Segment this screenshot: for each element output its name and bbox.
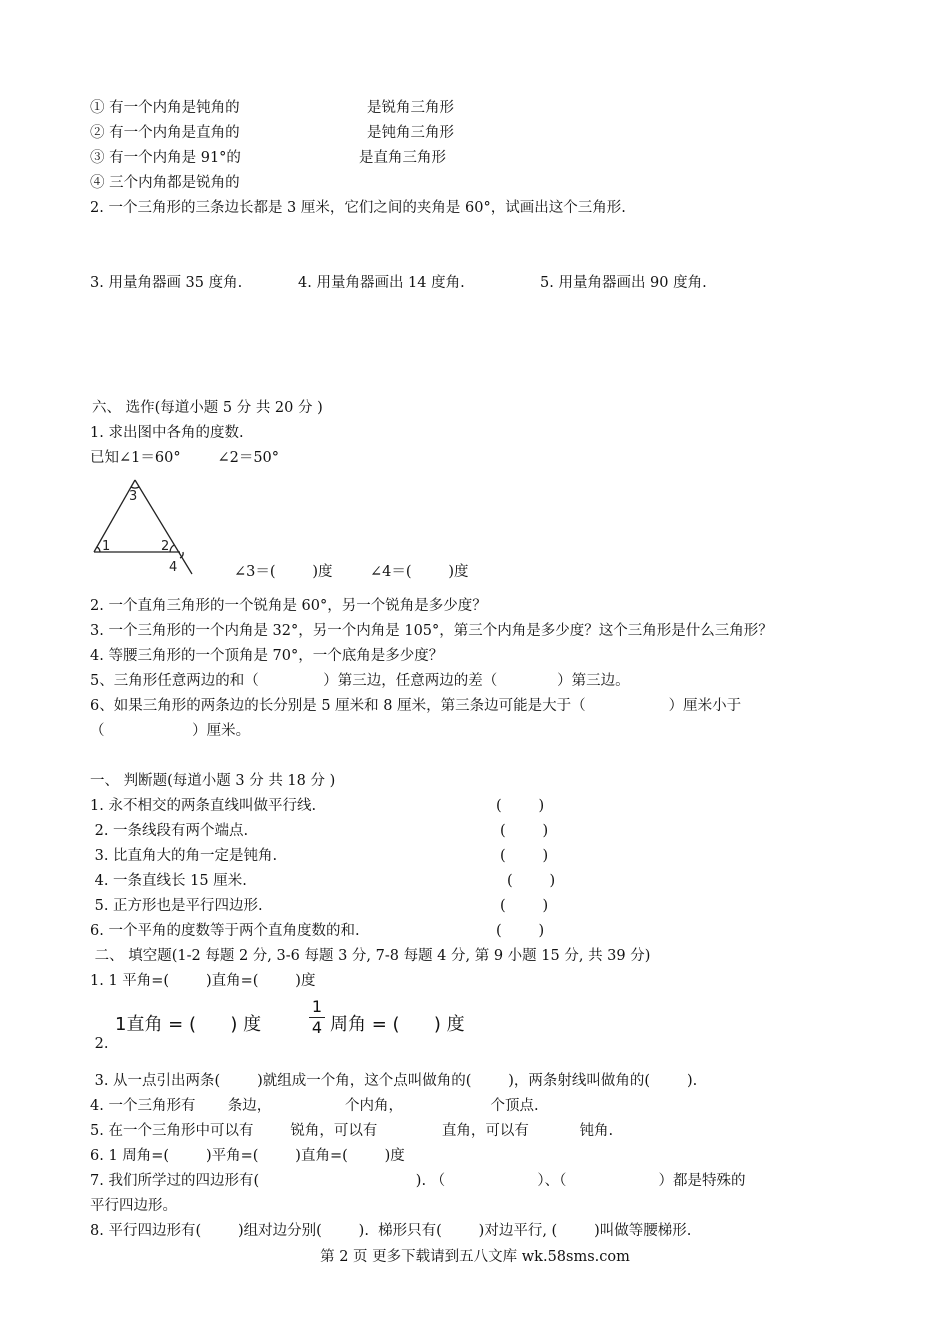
match-left-3: ③ 有一个内角是 91°的 xyxy=(90,150,241,166)
triangle-right-side-extended xyxy=(135,480,192,574)
judge-paren-1[interactable]: ( ) xyxy=(496,798,545,814)
judge-item-3: 3. 比直角大的角一定是钝角. xyxy=(90,848,278,864)
judge-paren-2[interactable]: ( ) xyxy=(500,823,549,839)
fill-q6: 6. 1 周角=( )平角=( )直角=( )度 xyxy=(90,1148,405,1164)
section6-q1: 1. 求出图中各角的度数. xyxy=(90,425,244,441)
judge-paren-5[interactable]: ( ) xyxy=(500,898,549,914)
section2-title: 二、 填空题(1-2 每题 2 分, 3-6 每题 3 分, 7-8 每题 4 分, 第 9 小题 15 分, 共 39 分) xyxy=(90,948,651,964)
protractor-90-question: 5. 用量角器画出 90 度角. xyxy=(540,275,707,291)
judge-paren-6[interactable]: ( ) xyxy=(496,923,545,939)
fill-q7-line1: 7. 我们所学过的四边形有( ). （ ）、（ ）都是特殊的 xyxy=(90,1173,746,1189)
judge-paren-3[interactable]: ( ) xyxy=(500,848,549,864)
judge-item-4: 4. 一条直线长 15 厘米. xyxy=(90,873,247,889)
judge-item-2: 2. 一条线段有两个端点. xyxy=(90,823,249,839)
fraction-numerator: 1 xyxy=(311,997,323,1016)
angle-3-arc xyxy=(131,487,139,488)
section6-q2: 2. 一个直角三角形的一个锐角是 60°，另一个锐角是多少度？ xyxy=(90,598,487,614)
fill-q4: 4. 一个三角形有 条边， 个内角， 个顶点. xyxy=(90,1098,539,1114)
match-left-2: ② 有一个内角是直角的 xyxy=(90,125,240,141)
section6-q6-line2: （ ）厘米。 xyxy=(90,723,251,739)
draw-triangle-question: 2. 一个三角形的三条边长都是 3 厘米，它们之间的夹角是 60°，试画出这个三角形. xyxy=(90,200,626,216)
angle-label-4: 4 xyxy=(169,560,178,575)
match-right-3: 是直角三角形 xyxy=(359,150,446,166)
fill-q2-full-angle: 周角 = ( ) 度 xyxy=(330,1014,465,1035)
match-left-4: ④ 三个内角都是锐角的 xyxy=(90,175,240,191)
angle3-answer: ∠3＝( )度 xyxy=(234,564,333,580)
fill-q8: 8. 平行四边形有( )组对边分别( ). 梯形只有( )对边平行, ( )叫做等腰梯形. xyxy=(90,1223,692,1239)
triangle-figure xyxy=(88,474,200,578)
section6-title: 六、 选作(每道小题 5 分 共 20 分 ) xyxy=(92,400,323,416)
fill-q2-right-angle: 1直角 = ( ) 度 xyxy=(115,1014,262,1035)
section6-given: 已知∠1＝60° ∠2＝50° xyxy=(90,450,280,466)
match-right-2: 是钝角三角形 xyxy=(367,125,454,141)
fill-q3: 3. 从一点引出两条( )就组成一个角，这个点叫做角的( )，两条射线叫做角的( ). xyxy=(90,1073,698,1089)
angle-2-arc xyxy=(170,545,174,552)
judge-paren-4[interactable]: ( ) xyxy=(507,873,556,889)
angle-label-2: 2 xyxy=(161,539,170,554)
angle4-answer: ∠4＝( )度 xyxy=(370,564,469,580)
angle-label-1: 1 xyxy=(102,539,111,554)
judge-item-5: 5. 正方形也是平行四边形. xyxy=(90,898,263,914)
section6-q3: 3. 一个三角形的一个内角是 32°，另一个内角是 105°，第三个内角是多少度？这个三角形是什么三角形？ xyxy=(90,623,773,639)
angle-1-arc xyxy=(97,547,100,552)
judge-item-6: 6. 一个平角的度数等于两个直角度数的和. xyxy=(90,923,360,939)
fill-q7-line2: 平行四边形。 xyxy=(90,1198,177,1214)
judge-item-1: 1. 永不相交的两条直线叫做平行线. xyxy=(90,798,317,814)
protractor-35-question: 3. 用量角器画 35 度角. xyxy=(90,275,243,291)
angle-label-3: 3 xyxy=(129,489,138,504)
section1-title: 一、 判断题(每道小题 3 分 共 18 分 ) xyxy=(90,773,336,789)
fraction-denominator: 4 xyxy=(309,1017,325,1038)
page-footer: 第 2 页 更多下载请到五八文库 wk.58sms.com xyxy=(320,1249,630,1265)
match-right-1: 是锐角三角形 xyxy=(367,100,454,116)
section6-q5: 5、三角形任意两边的和（ ）第三边，任意两边的差（ ）第三边。 xyxy=(90,673,630,689)
section6-q6-line1: 6、如果三角形的两条边的长分别是 5 厘米和 8 厘米，第三条边可能是大于（ ）厘米小于 xyxy=(90,698,742,714)
protractor-14-question: 4. 用量角器画出 14 度角. xyxy=(298,275,465,291)
fill-q2-fraction xyxy=(309,997,325,1038)
fill-q2-number: 2. xyxy=(90,1036,109,1052)
fill-q5: 5. 在一个三角形中可以有 锐角，可以有 直角，可以有 钝角. xyxy=(90,1123,614,1139)
section6-q4: 4. 等腰三角形的一个顶角是 70°，一个底角是多少度？ xyxy=(90,648,444,664)
match-left-1: ① 有一个内角是钝角的 xyxy=(90,100,240,116)
fill-q1: 1. 1 平角=( )直角=( )度 xyxy=(90,973,316,989)
